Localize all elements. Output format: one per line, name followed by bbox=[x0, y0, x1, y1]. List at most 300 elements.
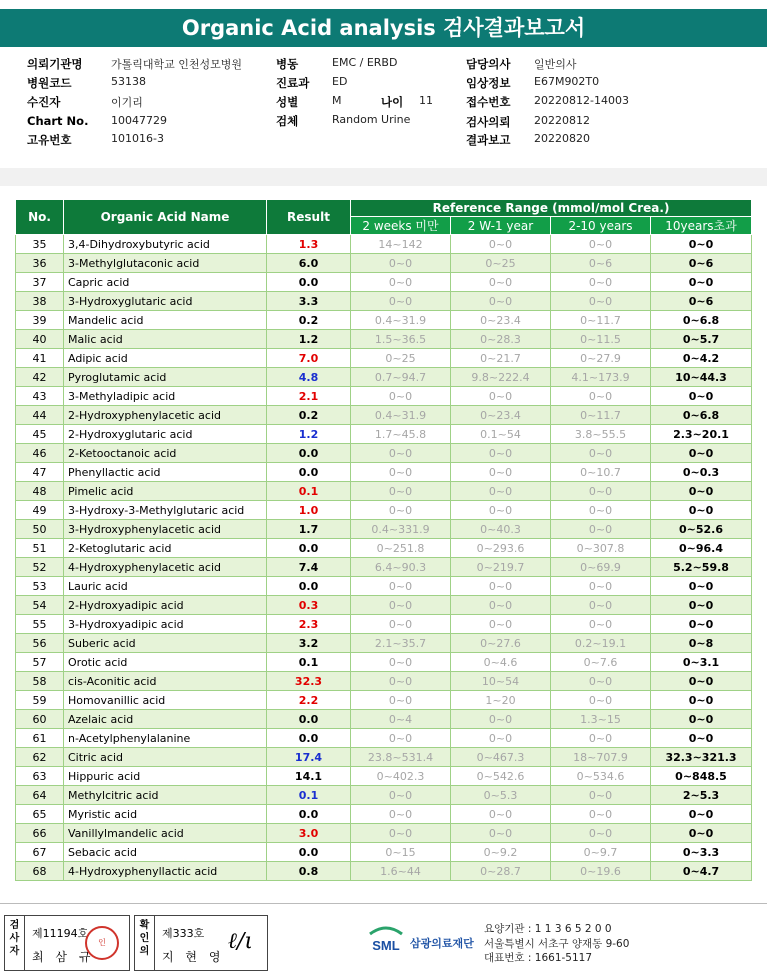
row-no: 41 bbox=[16, 349, 64, 368]
info-label-department: 진료과 bbox=[276, 76, 310, 90]
row-range-newborn: 0~0 bbox=[351, 444, 451, 463]
info-value-report-date: 20220820 bbox=[534, 132, 590, 145]
row-range-newborn: 0~15 bbox=[351, 843, 451, 862]
section-divider bbox=[0, 168, 767, 186]
table-row bbox=[16, 615, 752, 634]
header-result: Result bbox=[267, 200, 351, 235]
row-name: 3-Hydroxyadipic acid bbox=[64, 615, 267, 634]
row-range-child: 0~11.7 bbox=[551, 406, 651, 425]
row-result: 7.4 bbox=[267, 558, 351, 577]
examiner-number: 제11194호 bbox=[32, 927, 89, 940]
row-range-newborn: 2.1~35.7 bbox=[351, 634, 451, 653]
results-body bbox=[16, 235, 752, 881]
examiner-name: 최 삼 규 bbox=[32, 950, 95, 964]
confirmer-label: 확인의 bbox=[135, 916, 155, 970]
row-no: 56 bbox=[16, 634, 64, 653]
row-result: 0.0 bbox=[267, 444, 351, 463]
row-result: 3.3 bbox=[267, 292, 351, 311]
row-range-infant: 0~23.4 bbox=[451, 311, 551, 330]
row-result: 14.1 bbox=[267, 767, 351, 786]
row-range-infant: 0~0 bbox=[451, 501, 551, 520]
row-range-infant: 0~25 bbox=[451, 254, 551, 273]
table-row bbox=[16, 406, 752, 425]
row-range-newborn: 0~0 bbox=[351, 596, 451, 615]
row-range-newborn: 0.4~31.9 bbox=[351, 406, 451, 425]
row-range-newborn: 0~4 bbox=[351, 710, 451, 729]
info-label-unique-no: 고유번호 bbox=[27, 133, 72, 147]
table-row bbox=[16, 387, 752, 406]
row-no: 45 bbox=[16, 425, 64, 444]
row-range-adult: 0~6 bbox=[651, 254, 752, 273]
row-name: Citric acid bbox=[64, 748, 267, 767]
row-result: 3.0 bbox=[267, 824, 351, 843]
info-value-receipt-no: 20220812-14003 bbox=[534, 94, 629, 107]
row-range-child: 0~0 bbox=[551, 235, 651, 254]
row-range-adult: 0~0 bbox=[651, 672, 752, 691]
info-label-doctor: 담당의사 bbox=[466, 57, 511, 71]
row-no: 43 bbox=[16, 387, 64, 406]
row-range-adult: 0~0 bbox=[651, 729, 752, 748]
row-name: 2-Ketooctanoic acid bbox=[64, 444, 267, 463]
row-result: 0.2 bbox=[267, 406, 351, 425]
row-range-adult: 0~0 bbox=[651, 235, 752, 254]
row-range-newborn: 0.4~331.9 bbox=[351, 520, 451, 539]
info-value-age: 11 bbox=[419, 94, 433, 107]
row-range-adult: 0~6 bbox=[651, 292, 752, 311]
confirmer-number: 제333호 bbox=[162, 927, 205, 940]
header-name: Organic Acid Name bbox=[64, 200, 267, 235]
table-row bbox=[16, 501, 752, 520]
examiner-label: 검사자 bbox=[5, 916, 25, 970]
row-range-infant: 0~0 bbox=[451, 729, 551, 748]
row-range-child: 18~707.9 bbox=[551, 748, 651, 767]
row-range-infant: 0~21.7 bbox=[451, 349, 551, 368]
signature-icon: ℓ∕ι bbox=[227, 929, 253, 954]
org-details bbox=[484, 922, 629, 966]
row-no: 49 bbox=[16, 501, 64, 520]
info-value-department: ED bbox=[332, 75, 348, 88]
row-range-adult: 0~0 bbox=[651, 577, 752, 596]
row-range-newborn: 6.4~90.3 bbox=[351, 558, 451, 577]
info-value-sex: M bbox=[332, 94, 342, 107]
row-range-infant: 0~23.4 bbox=[451, 406, 551, 425]
info-value-unique-no: 101016-3 bbox=[111, 132, 164, 145]
row-name: Orotic acid bbox=[64, 653, 267, 672]
row-range-child: 0~0 bbox=[551, 482, 651, 501]
row-result: 1.0 bbox=[267, 501, 351, 520]
row-no: 62 bbox=[16, 748, 64, 767]
row-no: 67 bbox=[16, 843, 64, 862]
row-range-infant: 0~0 bbox=[451, 292, 551, 311]
row-name: Lauric acid bbox=[64, 577, 267, 596]
row-range-newborn: 0.4~31.9 bbox=[351, 311, 451, 330]
row-result: 0.1 bbox=[267, 653, 351, 672]
row-range-infant: 0~0 bbox=[451, 444, 551, 463]
row-no: 52 bbox=[16, 558, 64, 577]
row-range-adult: 0~0 bbox=[651, 824, 752, 843]
table-row bbox=[16, 748, 752, 767]
row-no: 44 bbox=[16, 406, 64, 425]
row-range-newborn: 0~0 bbox=[351, 387, 451, 406]
row-range-adult: 0~5.7 bbox=[651, 330, 752, 349]
table-row bbox=[16, 767, 752, 786]
row-range-infant: 0~0 bbox=[451, 805, 551, 824]
table-row bbox=[16, 558, 752, 577]
row-result: 1.3 bbox=[267, 235, 351, 254]
info-label-receipt-no: 접수번호 bbox=[466, 95, 511, 109]
row-range-child: 0~19.6 bbox=[551, 862, 651, 881]
row-range-adult: 0~3.1 bbox=[651, 653, 752, 672]
row-result: 0.2 bbox=[267, 311, 351, 330]
row-range-infant: 0~293.6 bbox=[451, 539, 551, 558]
row-range-child: 0~0 bbox=[551, 824, 651, 843]
header-range-newborn: 2 weeks 미만 bbox=[351, 217, 451, 235]
row-result: 1.7 bbox=[267, 520, 351, 539]
table-row bbox=[16, 292, 752, 311]
row-no: 51 bbox=[16, 539, 64, 558]
info-label-sex: 성별 bbox=[276, 95, 299, 109]
info-label-request-date: 검사의뢰 bbox=[466, 115, 511, 129]
row-no: 60 bbox=[16, 710, 64, 729]
row-range-child: 0~0 bbox=[551, 805, 651, 824]
row-no: 37 bbox=[16, 273, 64, 292]
row-range-newborn: 0.7~94.7 bbox=[351, 368, 451, 387]
row-range-infant: 1~20 bbox=[451, 691, 551, 710]
row-range-adult: 0~0 bbox=[651, 691, 752, 710]
row-range-child: 0~0 bbox=[551, 615, 651, 634]
row-name: Hippuric acid bbox=[64, 767, 267, 786]
table-row bbox=[16, 596, 752, 615]
row-range-adult: 0~0.3 bbox=[651, 463, 752, 482]
row-name: cis-Aconitic acid bbox=[64, 672, 267, 691]
row-name: Malic acid bbox=[64, 330, 267, 349]
table-row bbox=[16, 691, 752, 710]
row-no: 59 bbox=[16, 691, 64, 710]
row-range-newborn: 0~402.3 bbox=[351, 767, 451, 786]
row-range-child: 0~69.9 bbox=[551, 558, 651, 577]
row-range-newborn: 0~0 bbox=[351, 805, 451, 824]
row-range-infant: 0~28.7 bbox=[451, 862, 551, 881]
row-result: 0.3 bbox=[267, 596, 351, 615]
row-range-adult: 0~0 bbox=[651, 596, 752, 615]
row-range-infant: 0~0 bbox=[451, 615, 551, 634]
table-row bbox=[16, 843, 752, 862]
row-name: Pimelic acid bbox=[64, 482, 267, 501]
row-range-newborn: 14~142 bbox=[351, 235, 451, 254]
table-row bbox=[16, 634, 752, 653]
info-value-patient: 이기리 bbox=[111, 96, 143, 109]
table-row bbox=[16, 482, 752, 501]
row-range-newborn: 0~0 bbox=[351, 501, 451, 520]
info-label-hospital-code: 병원코드 bbox=[27, 76, 72, 90]
row-range-newborn: 1.5~36.5 bbox=[351, 330, 451, 349]
info-label-age: 나이 bbox=[381, 95, 404, 109]
row-range-child: 4.1~173.9 bbox=[551, 368, 651, 387]
table-row bbox=[16, 463, 752, 482]
row-no: 65 bbox=[16, 805, 64, 824]
row-no: 66 bbox=[16, 824, 64, 843]
header-no: No. bbox=[16, 200, 64, 235]
table-row bbox=[16, 520, 752, 539]
row-name: Capric acid bbox=[64, 273, 267, 292]
row-no: 57 bbox=[16, 653, 64, 672]
row-range-infant: 0.1~54 bbox=[451, 425, 551, 444]
sml-logo-text: SML bbox=[372, 938, 400, 953]
info-label-institution: 의뢰기관명 bbox=[27, 57, 83, 71]
row-range-adult: 0~96.4 bbox=[651, 539, 752, 558]
row-range-adult: 0~0 bbox=[651, 444, 752, 463]
examiner-box bbox=[4, 915, 130, 971]
row-range-newborn: 0~0 bbox=[351, 482, 451, 501]
row-name: Homovanillic acid bbox=[64, 691, 267, 710]
row-range-adult: 0~0 bbox=[651, 805, 752, 824]
info-label-patient: 수진자 bbox=[27, 95, 61, 109]
row-range-child: 0~0 bbox=[551, 786, 651, 805]
row-result: 0.0 bbox=[267, 539, 351, 558]
row-result: 2.2 bbox=[267, 691, 351, 710]
row-range-infant: 9.8~222.4 bbox=[451, 368, 551, 387]
table-row bbox=[16, 729, 752, 748]
row-result: 2.1 bbox=[267, 387, 351, 406]
row-range-adult: 0~3.3 bbox=[651, 843, 752, 862]
org-detail-code: 요양기관 : 1 1 3 6 5 2 0 0 bbox=[484, 923, 612, 935]
row-result: 0.0 bbox=[267, 805, 351, 824]
row-range-child: 3.8~55.5 bbox=[551, 425, 651, 444]
row-range-newborn: 1.6~44 bbox=[351, 862, 451, 881]
row-range-adult: 32.3~321.3 bbox=[651, 748, 752, 767]
header-range-adult: 10years초과 bbox=[651, 217, 752, 235]
row-range-newborn: 0~0 bbox=[351, 672, 451, 691]
row-range-newborn: 0~0 bbox=[351, 577, 451, 596]
header-range-infant: 2 W-1 year bbox=[451, 217, 551, 235]
row-range-child: 0~0 bbox=[551, 387, 651, 406]
row-no: 42 bbox=[16, 368, 64, 387]
row-range-adult: 0~0 bbox=[651, 710, 752, 729]
table-row bbox=[16, 273, 752, 292]
row-range-child: 0.2~19.1 bbox=[551, 634, 651, 653]
row-range-newborn: 23.8~531.4 bbox=[351, 748, 451, 767]
row-name: 3-Hydroxyglutaric acid bbox=[64, 292, 267, 311]
row-range-adult: 0~0 bbox=[651, 273, 752, 292]
row-range-adult: 0~0 bbox=[651, 387, 752, 406]
row-result: 0.1 bbox=[267, 482, 351, 501]
info-label-ward: 병동 bbox=[276, 57, 299, 71]
row-no: 38 bbox=[16, 292, 64, 311]
row-no: 35 bbox=[16, 235, 64, 254]
row-name: Methylcitric acid bbox=[64, 786, 267, 805]
row-range-child: 0~6 bbox=[551, 254, 651, 273]
row-name: Phenyllactic acid bbox=[64, 463, 267, 482]
row-name: 2-Ketoglutaric acid bbox=[64, 539, 267, 558]
row-no: 39 bbox=[16, 311, 64, 330]
row-range-newborn: 1.7~45.8 bbox=[351, 425, 451, 444]
row-no: 36 bbox=[16, 254, 64, 273]
row-result: 0.0 bbox=[267, 463, 351, 482]
row-name: 3-Hydroxy-3-Methylglutaric acid bbox=[64, 501, 267, 520]
row-result: 0.0 bbox=[267, 843, 351, 862]
row-name: Suberic acid bbox=[64, 634, 267, 653]
row-name: Mandelic acid bbox=[64, 311, 267, 330]
table-row bbox=[16, 368, 752, 387]
row-range-newborn: 0~0 bbox=[351, 292, 451, 311]
row-range-infant: 0~0 bbox=[451, 387, 551, 406]
row-range-child: 0~307.8 bbox=[551, 539, 651, 558]
info-label-report-date: 결과보고 bbox=[466, 133, 511, 147]
row-result: 4.8 bbox=[267, 368, 351, 387]
row-range-newborn: 0~251.8 bbox=[351, 539, 451, 558]
row-range-child: 0~27.9 bbox=[551, 349, 651, 368]
table-row bbox=[16, 425, 752, 444]
row-no: 53 bbox=[16, 577, 64, 596]
row-range-child: 0~0 bbox=[551, 672, 651, 691]
row-range-child: 0~0 bbox=[551, 729, 651, 748]
row-result: 17.4 bbox=[267, 748, 351, 767]
row-range-infant: 0~467.3 bbox=[451, 748, 551, 767]
row-range-infant: 0~9.2 bbox=[451, 843, 551, 862]
confirmer-box bbox=[134, 915, 268, 971]
results-table bbox=[15, 199, 752, 881]
row-result: 1.2 bbox=[267, 425, 351, 444]
row-range-infant: 0~0 bbox=[451, 273, 551, 292]
row-result: 7.0 bbox=[267, 349, 351, 368]
row-range-infant: 0~0 bbox=[451, 596, 551, 615]
row-range-infant: 0~28.3 bbox=[451, 330, 551, 349]
row-range-child: 0~0 bbox=[551, 273, 651, 292]
row-name: n-Acetylphenylalanine bbox=[64, 729, 267, 748]
row-range-adult: 0~4.2 bbox=[651, 349, 752, 368]
table-row bbox=[16, 653, 752, 672]
table-row bbox=[16, 330, 752, 349]
table-row bbox=[16, 235, 752, 254]
table-row bbox=[16, 672, 752, 691]
row-range-adult: 0~52.6 bbox=[651, 520, 752, 539]
table-row bbox=[16, 577, 752, 596]
row-range-child: 0~11.5 bbox=[551, 330, 651, 349]
report-title: Organic Acid analysis 검사결과보고서 bbox=[0, 9, 767, 47]
table-row bbox=[16, 349, 752, 368]
table-row bbox=[16, 824, 752, 843]
table-row bbox=[16, 862, 752, 881]
row-result: 0.0 bbox=[267, 577, 351, 596]
row-range-infant: 0~40.3 bbox=[451, 520, 551, 539]
row-range-child: 0~0 bbox=[551, 577, 651, 596]
row-no: 46 bbox=[16, 444, 64, 463]
row-range-infant: 0~5.3 bbox=[451, 786, 551, 805]
row-range-infant: 0~0 bbox=[451, 577, 551, 596]
row-result: 32.3 bbox=[267, 672, 351, 691]
row-name: 3-Hydroxyphenylacetic acid bbox=[64, 520, 267, 539]
row-no: 61 bbox=[16, 729, 64, 748]
row-name: 3-Methylglutaconic acid bbox=[64, 254, 267, 273]
row-name: 2-Hydroxyglutaric acid bbox=[64, 425, 267, 444]
row-range-adult: 2.3~20.1 bbox=[651, 425, 752, 444]
table-row bbox=[16, 539, 752, 558]
info-value-clinical-info: E67M902T0 bbox=[534, 75, 600, 88]
row-range-child: 0~0 bbox=[551, 520, 651, 539]
header-range-child: 2-10 years bbox=[551, 217, 651, 235]
row-no: 63 bbox=[16, 767, 64, 786]
info-value-doctor: 일반의사 bbox=[534, 58, 577, 71]
row-no: 40 bbox=[16, 330, 64, 349]
info-value-chart-no: 10047729 bbox=[111, 114, 167, 127]
row-range-adult: 0~0 bbox=[651, 615, 752, 634]
row-result: 0.0 bbox=[267, 710, 351, 729]
row-result: 1.2 bbox=[267, 330, 351, 349]
row-range-child: 0~11.7 bbox=[551, 311, 651, 330]
row-range-newborn: 0~0 bbox=[351, 254, 451, 273]
row-range-infant: 0~0 bbox=[451, 824, 551, 843]
row-range-infant: 0~0 bbox=[451, 463, 551, 482]
row-range-child: 0~0 bbox=[551, 691, 651, 710]
row-result: 0.8 bbox=[267, 862, 351, 881]
footer-divider bbox=[0, 903, 767, 904]
info-label-specimen: 검체 bbox=[276, 114, 299, 128]
row-range-infant: 0~0 bbox=[451, 235, 551, 254]
row-range-adult: 10~44.3 bbox=[651, 368, 752, 387]
row-range-newborn: 0~0 bbox=[351, 615, 451, 634]
row-no: 50 bbox=[16, 520, 64, 539]
row-range-child: 0~0 bbox=[551, 444, 651, 463]
row-range-infant: 0~0 bbox=[451, 482, 551, 501]
table-row bbox=[16, 444, 752, 463]
row-range-infant: 10~54 bbox=[451, 672, 551, 691]
row-result: 2.3 bbox=[267, 615, 351, 634]
row-range-adult: 0~4.7 bbox=[651, 862, 752, 881]
row-name: Vanillylmandelic acid bbox=[64, 824, 267, 843]
org-detail-phone: 대표번호 : 1661-5117 bbox=[484, 952, 593, 964]
row-name: 2-Hydroxyadipic acid bbox=[64, 596, 267, 615]
row-name: Azelaic acid bbox=[64, 710, 267, 729]
row-name: 3,4-Dihydroxybutyric acid bbox=[64, 235, 267, 254]
row-result: 0.0 bbox=[267, 729, 351, 748]
row-range-child: 0~0 bbox=[551, 596, 651, 615]
table-row bbox=[16, 254, 752, 273]
row-name: 3-Methyladipic acid bbox=[64, 387, 267, 406]
row-range-infant: 0~219.7 bbox=[451, 558, 551, 577]
row-range-infant: 0~542.6 bbox=[451, 767, 551, 786]
info-value-request-date: 20220812 bbox=[534, 114, 590, 127]
info-value-ward: EMC / ERBD bbox=[332, 56, 398, 69]
row-range-child: 0~7.6 bbox=[551, 653, 651, 672]
row-range-child: 1.3~15 bbox=[551, 710, 651, 729]
row-result: 0.0 bbox=[267, 273, 351, 292]
row-range-adult: 0~848.5 bbox=[651, 767, 752, 786]
row-range-child: 0~0 bbox=[551, 292, 651, 311]
row-range-adult: 0~0 bbox=[651, 501, 752, 520]
row-range-newborn: 0~0 bbox=[351, 786, 451, 805]
row-range-newborn: 0~25 bbox=[351, 349, 451, 368]
row-name: 2-Hydroxyphenylacetic acid bbox=[64, 406, 267, 425]
row-no: 48 bbox=[16, 482, 64, 501]
table-row bbox=[16, 786, 752, 805]
row-no: 58 bbox=[16, 672, 64, 691]
row-range-adult: 0~8 bbox=[651, 634, 752, 653]
org-detail-address: 서울특별시 서초구 양재동 9-60 bbox=[484, 937, 630, 950]
row-range-infant: 0~27.6 bbox=[451, 634, 551, 653]
row-name: Sebacic acid bbox=[64, 843, 267, 862]
row-range-newborn: 0~0 bbox=[351, 463, 451, 482]
row-name: Myristic acid bbox=[64, 805, 267, 824]
row-range-child: 0~9.7 bbox=[551, 843, 651, 862]
sml-logo-icon bbox=[366, 920, 406, 960]
row-range-adult: 2~5.3 bbox=[651, 786, 752, 805]
row-range-adult: 0~0 bbox=[651, 482, 752, 501]
header-reference: Reference Range (mmol/mol Crea.) bbox=[351, 200, 752, 217]
info-label-clinical-info: 임상정보 bbox=[466, 76, 511, 90]
row-name: 4-Hydroxyphenylacetic acid bbox=[64, 558, 267, 577]
row-name: 4-Hydroxyphenyllactic acid bbox=[64, 862, 267, 881]
info-value-institution: 가톨릭대학교 인천성모병원 bbox=[111, 58, 243, 71]
